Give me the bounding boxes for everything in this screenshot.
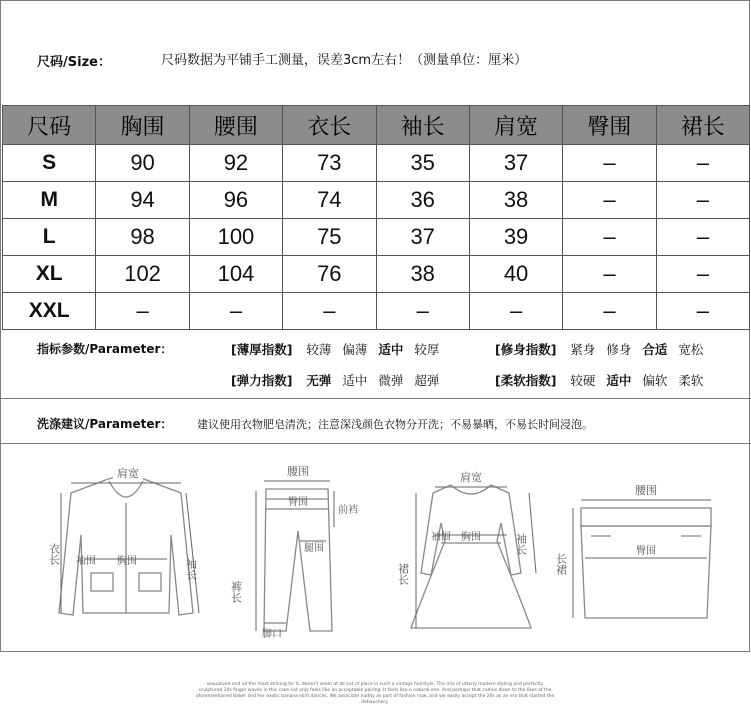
measurement-note: 尺码数据为平铺手工测量，误差3cm左右！（测量单位：厘米） [161, 53, 528, 68]
table-cell: – [563, 145, 656, 182]
skirt-waist-label: 腰围 [635, 484, 657, 497]
table-cell: – [656, 219, 749, 256]
thickness-index [231, 340, 446, 358]
table-cell: 37 [469, 145, 562, 182]
parameters-section [1, 328, 751, 398]
shoulder-label: 肩宽 [117, 467, 139, 480]
pants-diagram [226, 461, 376, 641]
table-cell: 35 [376, 145, 469, 182]
fit-option: 宽松 [678, 342, 704, 357]
table-row [3, 145, 750, 182]
armhole-label: 袖围 [76, 556, 96, 567]
jacket-diagram [41, 463, 211, 638]
divider [1, 398, 751, 399]
size-table [2, 105, 750, 330]
table-row [3, 293, 750, 330]
fit-option: 紧身 [570, 342, 596, 357]
table-cell: – [656, 256, 749, 293]
column-header: 衣长 [283, 106, 376, 145]
table-cell: – [469, 293, 562, 330]
table-row [3, 182, 750, 219]
thickness-tag: [薄厚指数] [231, 342, 293, 357]
table-cell: – [563, 256, 656, 293]
table-cell: 100 [189, 219, 282, 256]
column-header: 肩宽 [469, 106, 562, 145]
fit-index [495, 340, 710, 358]
size-cell: S [3, 145, 96, 182]
softness-option: 偏软 [642, 373, 668, 388]
table-cell: 102 [96, 256, 189, 293]
elasticity-index [231, 371, 446, 389]
softness-option-selected: 适中 [606, 373, 632, 388]
measurement-diagrams [1, 453, 751, 648]
fit-tag: [修身指数] [495, 342, 557, 357]
table-cell: 104 [189, 256, 282, 293]
table-cell: 36 [376, 182, 469, 219]
divider [1, 443, 751, 444]
size-table-header-row [3, 106, 750, 145]
table-cell: – [376, 293, 469, 330]
column-header: 腰围 [189, 106, 282, 145]
table-cell: 74 [283, 182, 376, 219]
parameters-title: 指标参数/Parameter： [37, 342, 173, 356]
elasticity-option: 适中 [342, 373, 368, 388]
table-cell: – [656, 145, 749, 182]
table-cell: 40 [469, 256, 562, 293]
column-header: 胸围 [96, 106, 189, 145]
dress-armhole-label: 袖围 [431, 532, 451, 543]
table-cell: 98 [96, 219, 189, 256]
table-cell: – [656, 293, 749, 330]
skirt-hip-label: 臀围 [636, 546, 656, 557]
dress-shoulder-label: 肩宽 [460, 471, 482, 484]
table-cell: 94 [96, 182, 189, 219]
thickness-option: 较厚 [414, 342, 440, 357]
softness-index [495, 371, 710, 389]
dress-chest-label: 胸围 [461, 532, 481, 543]
size-cell: XL [3, 256, 96, 293]
table-cell: 38 [469, 182, 562, 219]
table-cell: – [563, 182, 656, 219]
skirt-length-label: 长裙 [554, 553, 568, 575]
table-cell: – [656, 182, 749, 219]
thickness-option: 较薄 [306, 342, 332, 357]
size-cell: M [3, 182, 96, 219]
elasticity-option-selected: 无弹 [306, 373, 332, 388]
dress-length-label: 裙长 [396, 563, 410, 585]
column-header: 裙长 [656, 106, 749, 145]
table-cell: 96 [189, 182, 282, 219]
softness-option: 柔软 [678, 373, 704, 388]
pants-length-label: 裤长 [229, 581, 243, 603]
size-label: 尺码/Size： [37, 55, 111, 70]
front-rise-label: 前裆 [338, 505, 358, 516]
table-cell: – [563, 293, 656, 330]
table-cell: 73 [283, 145, 376, 182]
hip-label: 臀围 [288, 497, 308, 508]
table-cell: – [96, 293, 189, 330]
length-label: 衣长 [47, 543, 61, 565]
thickness-option-selected: 适中 [378, 342, 404, 357]
thickness-option: 偏薄 [342, 342, 368, 357]
column-header: 袖长 [376, 106, 469, 145]
table-row [3, 219, 750, 256]
table-cell: 90 [96, 145, 189, 182]
table-cell: 37 [376, 219, 469, 256]
elasticity-tag: [弹力指数] [231, 373, 293, 388]
column-header: 臀围 [563, 106, 656, 145]
elasticity-option: 微弹 [378, 373, 404, 388]
washing-title: 洗涤建议/Parameter： [37, 417, 173, 431]
fit-option: 修身 [606, 342, 632, 357]
softness-tag: [柔软指数] [495, 373, 557, 388]
skirt-diagram [554, 478, 721, 628]
chest-label: 胸围 [117, 556, 137, 567]
column-header: 尺码 [3, 106, 96, 145]
table-cell: 75 [283, 219, 376, 256]
table-cell: 92 [189, 145, 282, 182]
table-cell: – [283, 293, 376, 330]
table-cell: 38 [376, 256, 469, 293]
table-cell: – [563, 219, 656, 256]
hem-label: 脚口 [262, 629, 282, 640]
table-cell: 76 [283, 256, 376, 293]
waist-label: 腰围 [287, 465, 309, 478]
fit-option-selected: 合适 [642, 342, 668, 357]
thigh-label: 腿围 [304, 543, 324, 554]
dress-diagram [391, 463, 551, 641]
fineprint-text: sexualized and all the most striking for it. doesn't seem at all out of place in such a vintage hairstyle. The mix of utterly modern styling and perfectly sculptured 20s finger waves in this case not only feels like an acceptable pairing. It feels like a natural one. And perhaps that comes down to the likes of the aforementioned Baker and her exotic banana skirt dances. We associate nudity as part of fashion now, and we easily accept the 20s as an era that started the debauchery. [195, 682, 555, 705]
elasticity-option: 超弹 [414, 373, 440, 388]
size-cell: XXL [3, 293, 96, 330]
table-cell: 39 [469, 219, 562, 256]
table-row [3, 256, 750, 293]
dress-sleeve-label: 袖长 [514, 533, 528, 555]
washing-text: 建议使用衣物肥皂清洗；注意深浅颜色衣物分开洗；不易暴晒，不易长时间浸泡。 [197, 418, 593, 431]
size-cell: L [3, 219, 96, 256]
table-cell: – [189, 293, 282, 330]
sleeve-label: 袖长 [184, 558, 198, 580]
softness-option: 较硬 [570, 373, 596, 388]
